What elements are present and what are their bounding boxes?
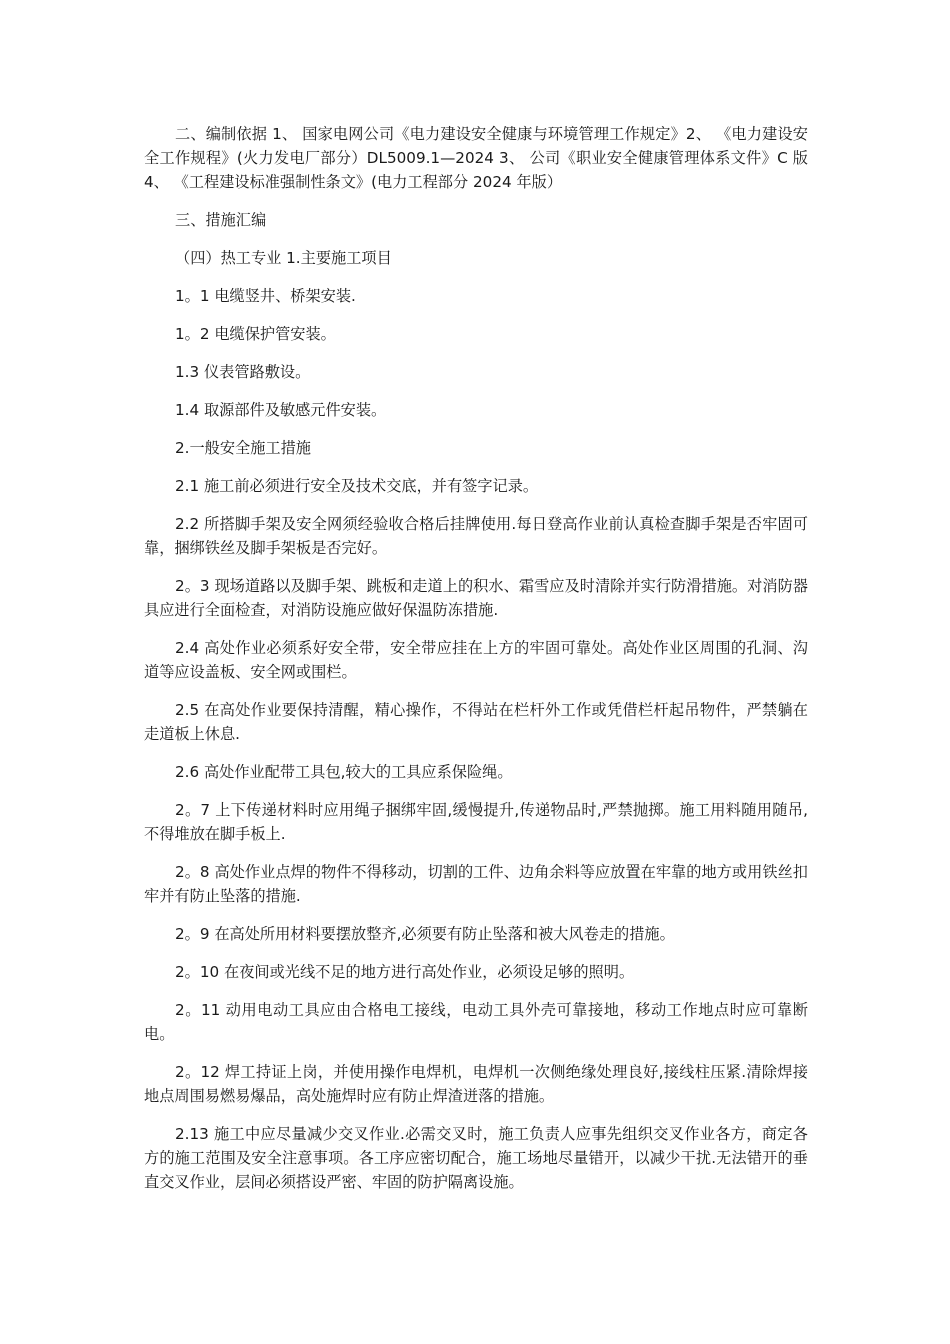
item-2-12: 2。12 焊工持证上岗，并使用操作电焊机，电焊机一次侧绝缘处理良好,接线柱压紧.清除焊接地点周围易燃易爆品，高处施焊时应有防止焊渣迸落的措施。 [144, 1063, 808, 1105]
item-2-13: 2.13 施工中应尽量减少交叉作业.必需交叉时，施工负责人应事先组织交叉作业各方，商定各方的施工范围及安全注意事项。各工序应密切配合，施工场地尽量错开，以减少干扰.无法错开的垂直交叉作业，层间必须搭设严密、牢固的防护隔离设施。 [144, 1125, 808, 1191]
item-1-4: 1.4 取源部件及敏感元件安装。 [175, 401, 387, 419]
item-1-2: 1。2 电缆保护管安装。 [175, 325, 336, 343]
item-2-1: 2.1 施工前必须进行安全及技术交底，并有签字记录。 [175, 477, 539, 495]
item-2-4: 2.4 高处作业必须系好安全带，安全带应挂在上方的牢固可靠处。高处作业区周围的孔洞、沟道等应设盖板、安全网或围栏。 [144, 639, 808, 681]
heading-2-general-safety: 2.一般安全施工措施 [175, 439, 311, 457]
item-2-8: 2。8 高处作业点焊的物件不得移动，切割的工件、边角余料等应放置在牢靠的地方或用铁丝扣牢并有防止坠落的措施. [144, 863, 808, 905]
item-1-1: 1。1 电缆竖井、桥架安装. [175, 287, 356, 305]
document-page [144, 122, 808, 1208]
item-1-3: 1.3 仪表管路敷设。 [175, 363, 311, 381]
item-2-5: 2.5 在高处作业要保持清醒，精心操作，不得站在栏杆外工作或凭借栏杆起吊物件，严禁躺在走道板上休息. [144, 701, 808, 743]
item-2-9: 2。9 在高处所用材料要摆放整齐,必须要有防止坠落和被大风卷走的措施。 [175, 925, 675, 943]
item-2-2: 2.2 所搭脚手架及安全网须经验收合格后挂牌使用.每日登高作业前认真检查脚手架是否牢固可靠，捆绑铁丝及脚手架板是否完好。 [144, 515, 808, 557]
basis-paragraph: 二、编制依据 1、 国家电网公司《电力建设安全健康与环境管理工作规定》2、 《电力建设安全工作规程》(火力发电厂部分）DL5009.1—2024 3、 公司《职业安全健康管理体系文件》C 版 4、 《工程建设标准强制性条文》(电力工程部分 2024 年版） [144, 125, 808, 191]
item-2-3: 2。3 现场道路以及脚手架、跳板和走道上的积水、霜雪应及时清除并实行防滑措施。对消防器具应进行全面检查，对消防设施应做好保温防冻措施. [144, 577, 808, 619]
subsection-heading-thermal: （四）热工专业 1.主要施工项目 [175, 249, 392, 267]
item-2-6: 2.6 高处作业配带工具包,较大的工具应系保险绳。 [175, 763, 513, 781]
item-2-7: 2。7 上下传递材料时应用绳子捆绑牢固,缓慢提升,传递物品时,严禁抛掷。施工用料随用随吊,不得堆放在脚手板上. [144, 801, 808, 843]
section-heading-measures: 三、措施汇编 [175, 211, 267, 229]
item-2-10: 2。10 在夜间或光线不足的地方进行高处作业，必须设足够的照明。 [175, 963, 635, 981]
item-2-11: 2。11 动用电动工具应由合格电工接线，电动工具外壳可靠接地，移动工作地点时应可靠断电。 [144, 1001, 808, 1043]
